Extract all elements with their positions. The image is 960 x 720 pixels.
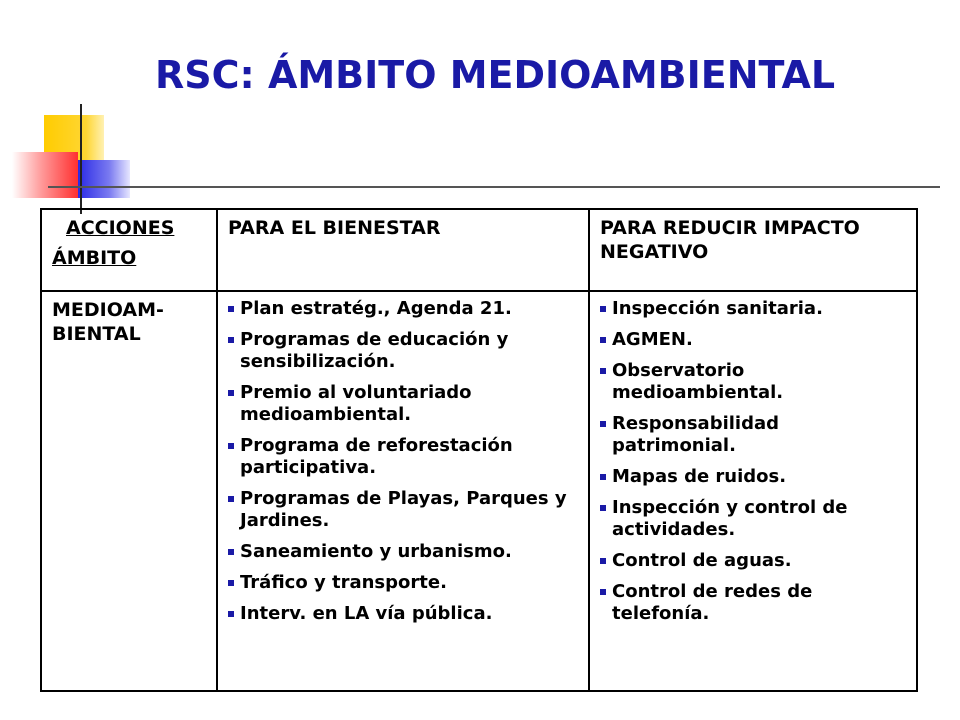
header-ambito: ÁMBITO: [52, 247, 137, 269]
list-item: Programas de educación y sensibilización.: [228, 329, 578, 373]
list-item: Premio al voluntariado medioambiental.: [228, 382, 578, 426]
list-item: Saneamiento y urbanismo.: [228, 541, 578, 563]
list-item: Plan estratég., Agenda 21.: [228, 298, 578, 320]
list-item: Responsabilidad patrimonial.: [600, 413, 906, 457]
list-item: Mapas de ruidos.: [600, 466, 906, 488]
impacto-cell: [589, 291, 917, 691]
decor-blue-square: [78, 160, 130, 198]
list-item: Control de redes de telefonía.: [600, 581, 906, 625]
table-row: [41, 291, 917, 691]
list-item: Inspección sanitaria.: [600, 298, 906, 320]
header-impacto: PARA REDUCIR IMPACTO NEGATIVO: [589, 209, 917, 291]
list-item: Tráfico y transporte.: [228, 572, 578, 594]
header-corner-cell: [41, 209, 217, 291]
list-item: Programas de Playas, Parques y Jardines.: [228, 488, 578, 532]
decor-red-square: [12, 152, 78, 198]
list-item: Interv. en LA vía pública.: [228, 603, 578, 625]
list-item: Inspección y control de actividades.: [600, 497, 906, 541]
bienestar-list: [228, 298, 578, 625]
title-underline: [48, 186, 940, 188]
list-item: AGMEN.: [600, 329, 906, 351]
rsc-table: [40, 208, 918, 692]
list-item: Programa de reforestación participativa.: [228, 435, 578, 479]
header-acciones: ACCIONES: [66, 217, 175, 239]
slide-title: RSC: ÁMBITO MEDIOAMBIENTAL: [155, 53, 836, 97]
table-header-row: [41, 209, 917, 291]
impacto-list: [600, 298, 906, 625]
bienestar-cell: [217, 291, 589, 691]
list-item: Observatorio medioambiental.: [600, 360, 906, 404]
decor-vertical-line: [80, 104, 82, 214]
header-bienestar: PARA EL BIENESTAR: [217, 209, 589, 291]
list-item: Control de aguas.: [600, 550, 906, 572]
ambito-cell: MEDIOAM-BIENTAL: [41, 291, 217, 691]
